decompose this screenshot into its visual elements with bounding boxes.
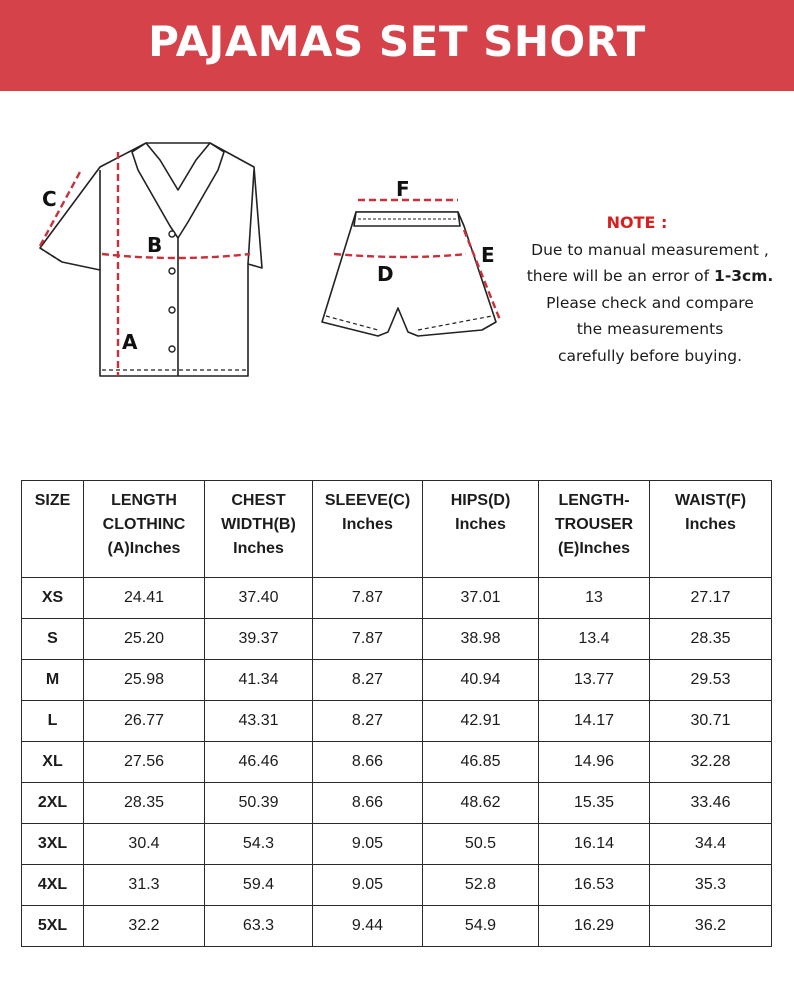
note-line-2 bbox=[510, 263, 790, 290]
cell-length-clothing: 27.56 bbox=[84, 742, 205, 783]
cell-waist: 32.28 bbox=[650, 742, 772, 783]
cell-hips: 48.62 bbox=[423, 783, 539, 824]
note-line-5: carefully before buying. bbox=[557, 346, 743, 365]
shorts-outline bbox=[322, 212, 496, 336]
cell-length-clothing: 25.20 bbox=[84, 619, 205, 660]
cell-waist: 27.17 bbox=[650, 578, 772, 619]
cell-chest-width: 54.3 bbox=[205, 824, 313, 865]
cell-chest-width: 46.46 bbox=[205, 742, 313, 783]
cell-hips: 46.85 bbox=[423, 742, 539, 783]
cell-length-trouser: 14.17 bbox=[539, 701, 650, 742]
cell-length-trouser: 16.53 bbox=[539, 865, 650, 906]
label-f: F bbox=[396, 177, 410, 201]
cell-hips: 42.91 bbox=[423, 701, 539, 742]
header-sleeve: SLEEVE(C) Inches bbox=[313, 481, 423, 578]
cell-sleeve: 9.05 bbox=[313, 865, 423, 906]
table-header-row bbox=[22, 481, 772, 578]
cell-waist: 30.71 bbox=[650, 701, 772, 742]
cell-hips: 38.98 bbox=[423, 619, 539, 660]
cell-length-clothing: 32.2 bbox=[84, 906, 205, 947]
cell-size: 2XL bbox=[22, 783, 84, 824]
table-row bbox=[22, 783, 772, 824]
cell-length-trouser: 13.4 bbox=[539, 619, 650, 660]
cell-sleeve: 9.05 bbox=[313, 824, 423, 865]
cell-length-trouser: 16.14 bbox=[539, 824, 650, 865]
cell-waist: 29.53 bbox=[650, 660, 772, 701]
cell-length-trouser: 15.35 bbox=[539, 783, 650, 824]
cell-size: 5XL bbox=[22, 906, 84, 947]
cell-size: XL bbox=[22, 742, 84, 783]
cell-length-clothing: 26.77 bbox=[84, 701, 205, 742]
cell-chest-width: 39.37 bbox=[205, 619, 313, 660]
note-line-3: Please check and compare bbox=[546, 293, 754, 312]
cell-hips: 54.9 bbox=[423, 906, 539, 947]
cell-size: S bbox=[22, 619, 84, 660]
cell-chest-width: 63.3 bbox=[205, 906, 313, 947]
note-title: NOTE : bbox=[606, 213, 668, 232]
cell-sleeve: 8.66 bbox=[313, 783, 423, 824]
cell-length-clothing: 28.35 bbox=[84, 783, 205, 824]
header-waist: WAIST(F) Inches bbox=[650, 481, 772, 578]
header-hips: HIPS(D) Inches bbox=[423, 481, 539, 578]
page-title: PAJAMAS SET SHORT bbox=[148, 17, 646, 66]
cell-waist: 36.2 bbox=[650, 906, 772, 947]
cell-chest-width: 37.40 bbox=[205, 578, 313, 619]
label-d: D bbox=[377, 262, 394, 286]
label-b: B bbox=[147, 233, 163, 257]
cell-chest-width: 43.31 bbox=[205, 701, 313, 742]
cell-sleeve: 7.87 bbox=[313, 619, 423, 660]
cell-waist: 28.35 bbox=[650, 619, 772, 660]
cell-sleeve: 8.66 bbox=[313, 742, 423, 783]
cell-chest-width: 41.34 bbox=[205, 660, 313, 701]
note-line-1: Due to manual measurement , bbox=[531, 240, 769, 259]
label-c: C bbox=[42, 187, 57, 211]
cell-size: 4XL bbox=[22, 865, 84, 906]
cell-length-clothing: 24.41 bbox=[84, 578, 205, 619]
cell-size: L bbox=[22, 701, 84, 742]
header-length-trouser: LENGTH- TROUSER (E)Inches bbox=[539, 481, 650, 578]
cell-hips: 52.8 bbox=[423, 865, 539, 906]
cell-size: M bbox=[22, 660, 84, 701]
cell-waist: 33.46 bbox=[650, 783, 772, 824]
label-e: E bbox=[481, 243, 495, 267]
label-a: A bbox=[122, 330, 138, 354]
header-size: SIZE bbox=[22, 481, 84, 578]
table-row bbox=[22, 865, 772, 906]
table-row bbox=[22, 824, 772, 865]
cell-waist: 34.4 bbox=[650, 824, 772, 865]
cell-size: 3XL bbox=[22, 824, 84, 865]
cell-length-trouser: 16.29 bbox=[539, 906, 650, 947]
cell-chest-width: 50.39 bbox=[205, 783, 313, 824]
table-row bbox=[22, 742, 772, 783]
note-box bbox=[510, 210, 790, 369]
header-length-clothing: LENGTH CLOTHINC (A)Inches bbox=[84, 481, 205, 578]
cell-chest-width: 59.4 bbox=[205, 865, 313, 906]
cell-sleeve: 7.87 bbox=[313, 578, 423, 619]
header-chest-width: CHEST WIDTH(B) Inches bbox=[205, 481, 313, 578]
cell-sleeve: 8.27 bbox=[313, 701, 423, 742]
note-line-2-text: there will be an error of bbox=[526, 267, 715, 285]
cell-hips: 50.5 bbox=[423, 824, 539, 865]
cell-hips: 40.94 bbox=[423, 660, 539, 701]
table-row bbox=[22, 701, 772, 742]
cell-hips: 37.01 bbox=[423, 578, 539, 619]
cell-length-clothing: 31.3 bbox=[84, 865, 205, 906]
note-line-4: the measurements bbox=[576, 320, 724, 338]
cell-length-clothing: 25.98 bbox=[84, 660, 205, 701]
table-body bbox=[22, 578, 772, 947]
cell-length-trouser: 14.96 bbox=[539, 742, 650, 783]
cell-sleeve: 8.27 bbox=[313, 660, 423, 701]
table-row bbox=[22, 578, 772, 619]
table-row bbox=[22, 660, 772, 701]
cell-length-clothing: 30.4 bbox=[84, 824, 205, 865]
header-banner bbox=[0, 0, 794, 91]
cell-waist: 35.3 bbox=[650, 865, 772, 906]
cell-length-trouser: 13 bbox=[539, 578, 650, 619]
size-chart-table bbox=[21, 480, 772, 947]
note-error-range: 1-3cm. bbox=[714, 267, 774, 285]
table-row bbox=[22, 619, 772, 660]
cell-sleeve: 9.44 bbox=[313, 906, 423, 947]
table-row bbox=[22, 906, 772, 947]
cell-length-trouser: 13.77 bbox=[539, 660, 650, 701]
cell-size: XS bbox=[22, 578, 84, 619]
